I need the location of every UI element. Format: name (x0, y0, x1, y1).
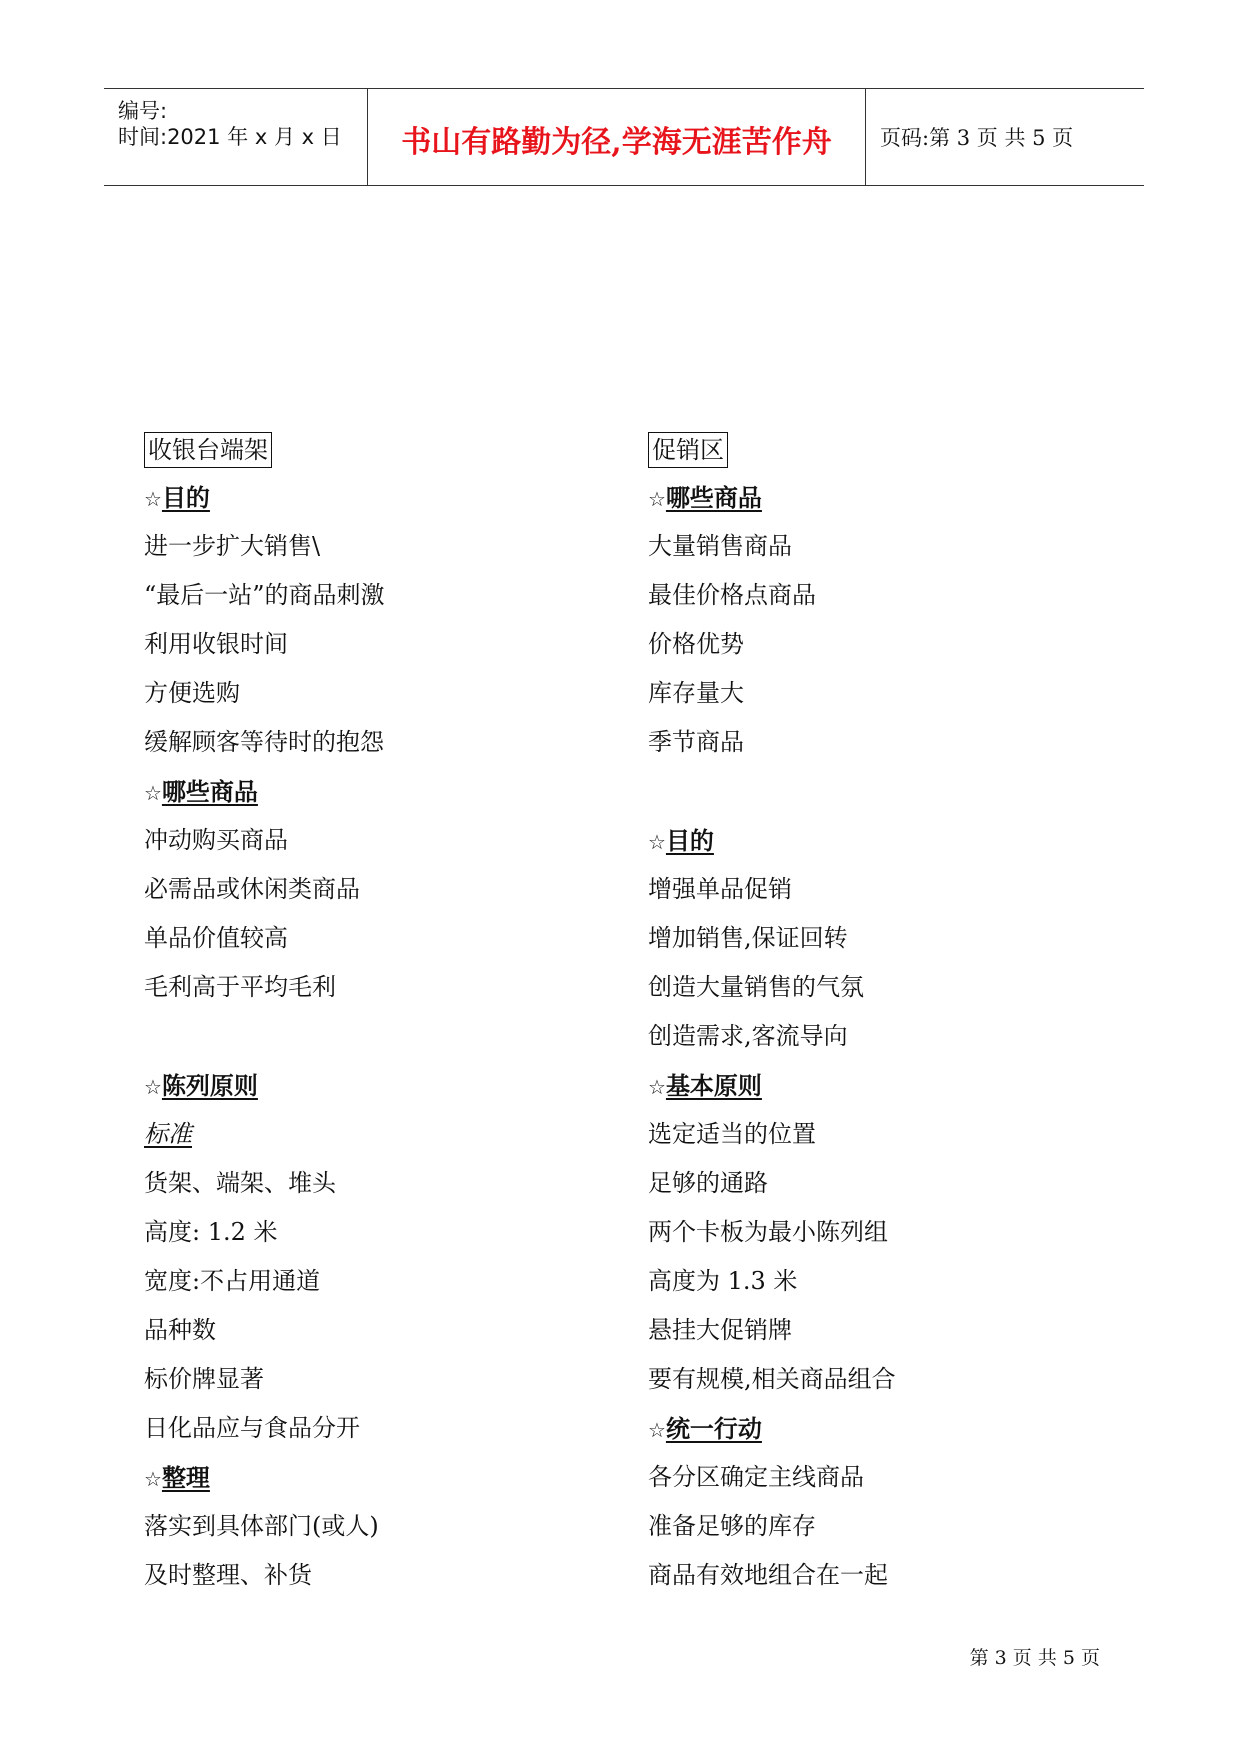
list-item: 缓解顾客等待时的抱怨 (144, 728, 384, 756)
star-icon: ☆ (648, 1075, 666, 1099)
list-item: 足够的通路 (648, 1169, 768, 1197)
list-item: 必需品或休闲类商品 (144, 875, 360, 903)
list-item: 品种数 (144, 1316, 216, 1344)
list-item: 最佳价格点商品 (648, 581, 816, 609)
star-icon: ☆ (144, 1075, 162, 1099)
list-item: 宽度:不占用通道 (144, 1267, 321, 1295)
right-column (648, 424, 1128, 1600)
header-motto-cell (368, 89, 866, 185)
column-title: 收银台端架 (144, 432, 272, 468)
list-item: 大量销售商品 (648, 532, 792, 560)
motto: 书山有路勤为径,学海无涯苦作舟 (401, 125, 832, 160)
list-item: 要有规模,相关商品组合 (648, 1365, 896, 1393)
section-heading: ☆目的 (648, 826, 714, 855)
page-number-label: 页码:第 3 页 共 5 页 (880, 126, 1074, 150)
list-item: 及时整理、补货 (144, 1561, 312, 1589)
list-item: 高度为 1.3 米 (648, 1267, 798, 1295)
section-heading: ☆陈列原则 (144, 1071, 258, 1100)
section-heading: ☆统一行动 (648, 1414, 762, 1443)
header-table (104, 88, 1144, 186)
list-item: 价格优势 (648, 630, 744, 658)
spacer (648, 767, 1128, 816)
list-item: “最后一站”的商品刺激 (144, 581, 385, 609)
list-item: 两个卡板为最小陈列组 (648, 1218, 888, 1246)
list-item: 利用收银时间 (144, 630, 288, 658)
list-item: 日化品应与食品分开 (144, 1414, 360, 1442)
list-item: 创造大量销售的气氛 (648, 973, 864, 1001)
star-icon: ☆ (648, 487, 666, 511)
section-heading: ☆基本原则 (648, 1071, 762, 1100)
section-heading: ☆目的 (144, 483, 210, 512)
list-item: 悬挂大促销牌 (648, 1316, 792, 1344)
star-icon: ☆ (144, 487, 162, 511)
list-item: 标价牌显著 (144, 1365, 264, 1393)
list-item: 增强单品促销 (648, 875, 792, 903)
list-item: 商品有效地组合在一起 (648, 1561, 888, 1589)
subheading: 标准 (144, 1120, 192, 1148)
section-heading: ☆整理 (144, 1463, 210, 1492)
header-info-cell (104, 89, 368, 185)
list-item: 季节商品 (648, 728, 744, 756)
page-footer: 第 3 页 共 5 页 (969, 1647, 1100, 1669)
star-icon: ☆ (144, 1467, 162, 1491)
list-item: 货架、端架、堆头 (144, 1169, 336, 1197)
list-item: 冲动购买商品 (144, 826, 288, 854)
list-item: 选定适当的位置 (648, 1120, 816, 1148)
list-item: 进一步扩大销售\ (144, 532, 321, 560)
list-item: 落实到具体部门(或人) (144, 1512, 379, 1540)
column-title: 促销区 (648, 432, 728, 468)
spacer (144, 1012, 624, 1061)
list-item: 各分区确定主线商品 (648, 1463, 864, 1491)
left-column (144, 424, 624, 1600)
list-item: 库存量大 (648, 679, 744, 707)
list-item: 方便选购 (144, 679, 240, 707)
list-item: 创造需求,客流导向 (648, 1022, 848, 1050)
document-time: 时间:2021 年 x 月 x 日 (118, 125, 342, 149)
header-page-cell (866, 89, 1144, 185)
list-item: 单品价值较高 (144, 924, 288, 952)
star-icon: ☆ (648, 830, 666, 854)
star-icon: ☆ (144, 781, 162, 805)
star-icon: ☆ (648, 1418, 666, 1442)
list-item: 准备足够的库存 (648, 1512, 816, 1540)
section-heading: ☆哪些商品 (144, 777, 258, 806)
list-item: 高度: 1.2 米 (144, 1218, 278, 1246)
list-item: 毛利高于平均毛利 (144, 973, 336, 1001)
section-heading: ☆哪些商品 (648, 483, 762, 512)
list-item: 增加销售,保证回转 (648, 924, 848, 952)
document-number: 编号: (118, 99, 168, 123)
